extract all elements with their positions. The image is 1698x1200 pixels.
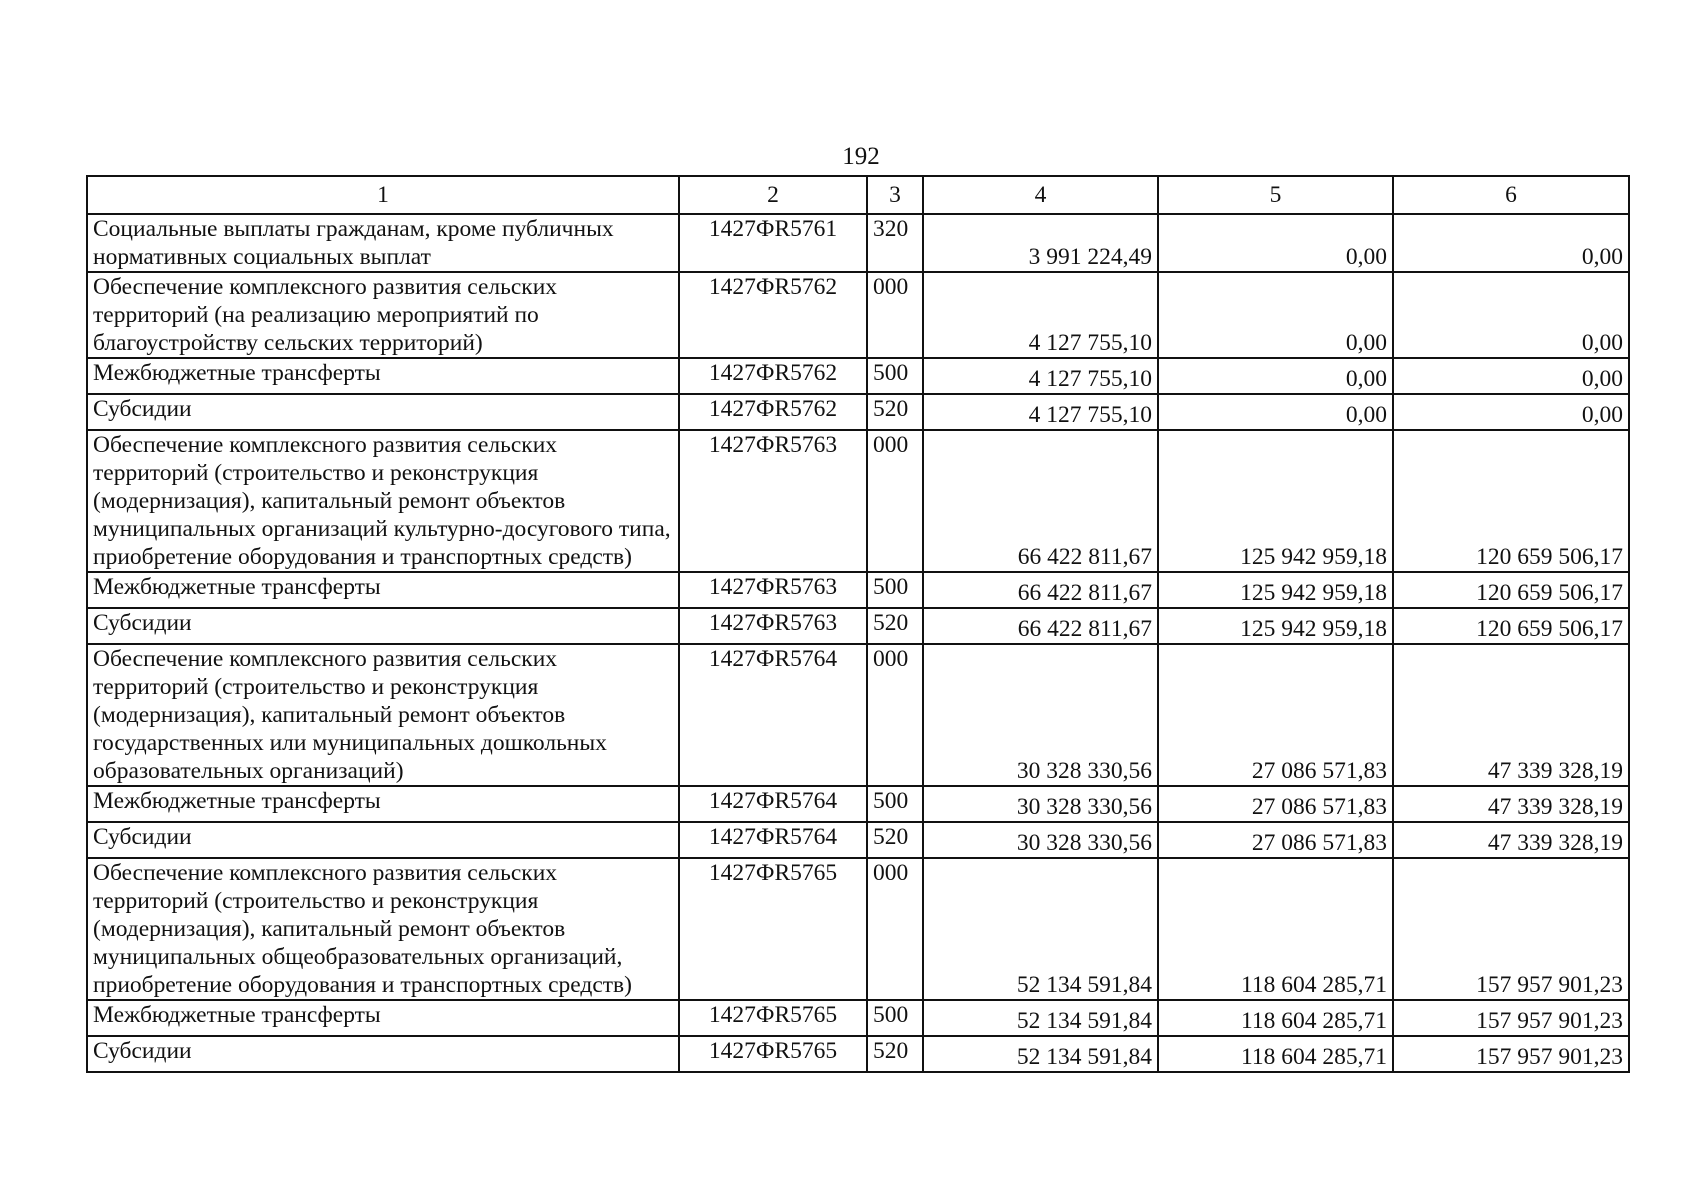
- row-code: 1427ФR5764: [679, 786, 867, 822]
- row-value-4: 3 991 224,49: [923, 214, 1158, 272]
- row-type: 500: [867, 358, 923, 394]
- column-header: 6: [1393, 176, 1629, 214]
- row-value-6: 120 659 506,17: [1393, 430, 1629, 572]
- page-number: 192: [842, 143, 880, 170]
- table-row: [87, 394, 1629, 430]
- row-type: 500: [867, 786, 923, 822]
- budget-table: [86, 175, 1630, 1073]
- row-name: Субсидии: [87, 394, 679, 430]
- table-row: [87, 572, 1629, 608]
- row-name: Межбюджетные трансферты: [87, 572, 679, 608]
- row-value-5: 118 604 285,71: [1158, 1000, 1393, 1036]
- row-code: 1427ФR5765: [679, 1036, 867, 1072]
- row-name: Субсидии: [87, 822, 679, 858]
- row-code: 1427ФR5765: [679, 858, 867, 1000]
- row-name: Обеспечение комплексного развития сельских территорий (строительство и реконструкция (модернизация), капитальный ремонт объектов муниципальных общеобразовательных организаций, приобретение оборудования и транспортных средств): [87, 858, 679, 1000]
- row-value-4: 30 328 330,56: [923, 822, 1158, 858]
- row-value-6: 157 957 901,23: [1393, 858, 1629, 1000]
- row-code: 1427ФR5762: [679, 394, 867, 430]
- table-row: [87, 822, 1629, 858]
- row-value-4: 4 127 755,10: [923, 394, 1158, 430]
- table-row: [87, 1036, 1629, 1072]
- column-header: 4: [923, 176, 1158, 214]
- row-name: Обеспечение комплексного развития сельских территорий (строительство и реконструкция (модернизация), капитальный ремонт объектов государственных или муниципальных дошкольных образовательных организаций): [87, 644, 679, 786]
- table-header-row: [87, 176, 1629, 214]
- row-value-4: 52 134 591,84: [923, 1036, 1158, 1072]
- row-value-5: 27 086 571,83: [1158, 786, 1393, 822]
- row-name: Межбюджетные трансферты: [87, 1000, 679, 1036]
- table-row: [87, 358, 1629, 394]
- row-value-4: 66 422 811,67: [923, 430, 1158, 572]
- row-type: 000: [867, 858, 923, 1000]
- row-value-6: 47 339 328,19: [1393, 822, 1629, 858]
- row-name: Обеспечение комплексного развития сельских территорий (на реализацию мероприятий по благоустройству сельских территорий): [87, 272, 679, 358]
- row-value-5: 27 086 571,83: [1158, 822, 1393, 858]
- row-value-6: 0,00: [1393, 214, 1629, 272]
- row-value-6: 157 957 901,23: [1393, 1036, 1629, 1072]
- row-type: 520: [867, 822, 923, 858]
- row-code: 1427ФR5764: [679, 644, 867, 786]
- row-value-4: 4 127 755,10: [923, 358, 1158, 394]
- row-value-4: 52 134 591,84: [923, 858, 1158, 1000]
- row-name: Субсидии: [87, 608, 679, 644]
- row-type: 320: [867, 214, 923, 272]
- row-value-4: 30 328 330,56: [923, 786, 1158, 822]
- column-header: 3: [867, 176, 923, 214]
- row-code: 1427ФR5764: [679, 822, 867, 858]
- row-name: Межбюджетные трансферты: [87, 786, 679, 822]
- row-type: 520: [867, 608, 923, 644]
- row-value-5: 0,00: [1158, 394, 1393, 430]
- row-code: 1427ФR5762: [679, 358, 867, 394]
- column-header: 1: [87, 176, 679, 214]
- row-name: Субсидии: [87, 1036, 679, 1072]
- row-name: Межбюджетные трансферты: [87, 358, 679, 394]
- table-row: [87, 644, 1629, 786]
- row-value-5: 0,00: [1158, 214, 1393, 272]
- row-value-5: 125 942 959,18: [1158, 608, 1393, 644]
- row-value-4: 30 328 330,56: [923, 644, 1158, 786]
- row-value-4: 4 127 755,10: [923, 272, 1158, 358]
- column-header: 5: [1158, 176, 1393, 214]
- row-type: 000: [867, 644, 923, 786]
- row-type: 000: [867, 272, 923, 358]
- column-header: 2: [679, 176, 867, 214]
- table-row: [87, 430, 1629, 572]
- row-code: 1427ФR5765: [679, 1000, 867, 1036]
- row-value-6: 0,00: [1393, 272, 1629, 358]
- row-value-5: 0,00: [1158, 272, 1393, 358]
- row-code: 1427ФR5763: [679, 608, 867, 644]
- row-type: 000: [867, 430, 923, 572]
- row-value-6: 47 339 328,19: [1393, 786, 1629, 822]
- row-value-5: 118 604 285,71: [1158, 1036, 1393, 1072]
- row-name: Обеспечение комплексного развития сельских территорий (строительство и реконструкция (модернизация), капитальный ремонт объектов муниципальных организаций культурно-досугового типа, приобретение оборудования и транспортных средств): [87, 430, 679, 572]
- row-value-5: 0,00: [1158, 358, 1393, 394]
- row-type: 500: [867, 572, 923, 608]
- row-code: 1427ФR5761: [679, 214, 867, 272]
- row-value-6: 0,00: [1393, 358, 1629, 394]
- table-row: [87, 214, 1629, 272]
- row-type: 520: [867, 1036, 923, 1072]
- row-value-4: 66 422 811,67: [923, 572, 1158, 608]
- row-value-4: 66 422 811,67: [923, 608, 1158, 644]
- row-value-6: 120 659 506,17: [1393, 572, 1629, 608]
- row-value-5: 118 604 285,71: [1158, 858, 1393, 1000]
- row-value-6: 0,00: [1393, 394, 1629, 430]
- row-value-5: 125 942 959,18: [1158, 572, 1393, 608]
- table-row: [87, 786, 1629, 822]
- row-code: 1427ФR5763: [679, 430, 867, 572]
- row-value-6: 120 659 506,17: [1393, 608, 1629, 644]
- row-value-5: 27 086 571,83: [1158, 644, 1393, 786]
- row-code: 1427ФR5763: [679, 572, 867, 608]
- table-row: [87, 1000, 1629, 1036]
- row-value-6: 47 339 328,19: [1393, 644, 1629, 786]
- row-type: 500: [867, 1000, 923, 1036]
- row-type: 520: [867, 394, 923, 430]
- row-value-4: 52 134 591,84: [923, 1000, 1158, 1036]
- row-value-5: 125 942 959,18: [1158, 430, 1393, 572]
- table-row: [87, 858, 1629, 1000]
- row-name: Социальные выплаты гражданам, кроме публичных нормативных социальных выплат: [87, 214, 679, 272]
- row-value-6: 157 957 901,23: [1393, 1000, 1629, 1036]
- row-code: 1427ФR5762: [679, 272, 867, 358]
- table-row: [87, 608, 1629, 644]
- table-row: [87, 272, 1629, 358]
